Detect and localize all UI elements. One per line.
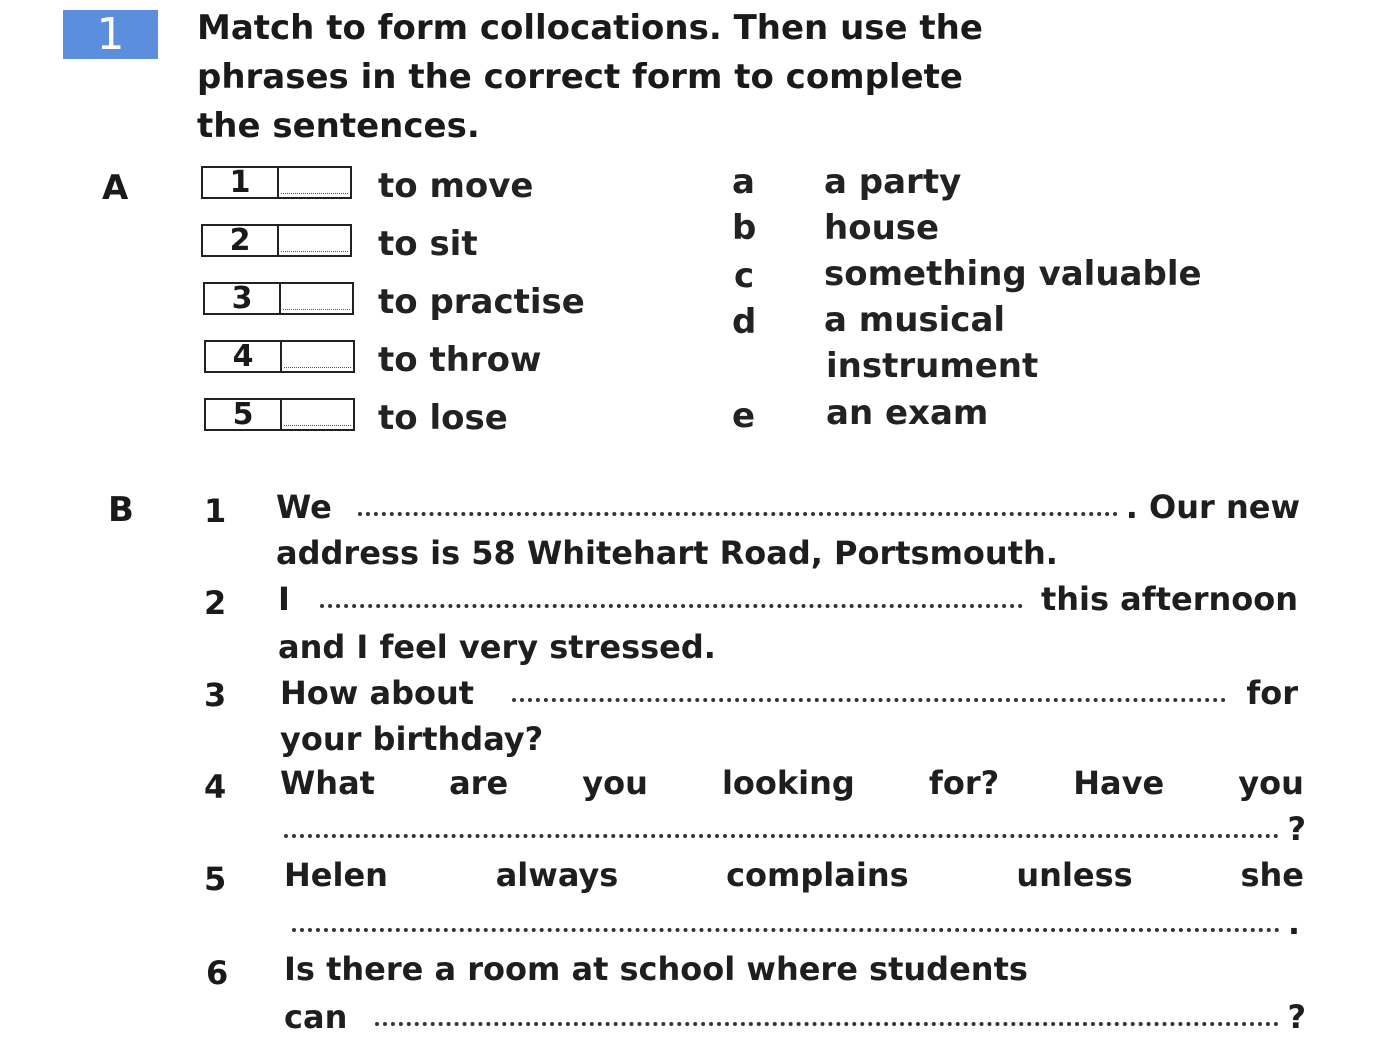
match-answer-blank[interactable] (281, 226, 348, 252)
sentence-text: and I feel very stressed. (278, 628, 716, 666)
sentence-line (280, 760, 1304, 806)
sentence-word: Have (1073, 764, 1165, 802)
answer-blank[interactable] (512, 698, 1226, 702)
match-number: 5 (206, 400, 282, 429)
match-number: 1 (203, 168, 279, 197)
instruction-line: Match to form collocations. Then use the (197, 8, 983, 48)
match-box (201, 224, 352, 257)
sentence-line (280, 670, 1298, 716)
option-letter: a (732, 162, 755, 202)
verb-phrase: to lose (378, 398, 508, 438)
verb-phrase: to move (378, 166, 534, 206)
instruction-line: phrases in the correct form to complete (197, 57, 963, 97)
match-answer-blank[interactable] (284, 342, 351, 368)
instruction-line: the sentences. (197, 106, 480, 146)
option-letter: b (732, 208, 757, 248)
sentence-word: she (1240, 856, 1304, 894)
option-text: a party (824, 162, 962, 202)
sentence-word: What (280, 764, 375, 802)
sentence-text: . Our new (1125, 488, 1300, 526)
option-text: house (824, 208, 940, 248)
sentence-word: are (449, 764, 509, 802)
sentence-text: for (1246, 674, 1298, 712)
sentence-text: your birthday? (280, 720, 544, 758)
match-number: 3 (205, 284, 281, 313)
sentence-text: How about (280, 674, 475, 712)
sentence-text: can (284, 998, 348, 1036)
verb-phrase: to sit (378, 224, 478, 264)
sentence-number: 4 (204, 768, 227, 806)
match-box (204, 340, 355, 373)
match-answer-blank[interactable] (284, 400, 351, 426)
sentence-text: address is 58 Whitehart Road, Portsmouth. (276, 534, 1058, 572)
sentence-number: 5 (204, 860, 227, 898)
sentence-number: 3 (204, 676, 227, 714)
sentence-number: 1 (204, 492, 227, 530)
option-text-continued: instrument (826, 346, 1039, 386)
sentence-word: Helen (284, 856, 388, 894)
match-box (201, 166, 352, 199)
exercise-number-badge: 1 (63, 10, 158, 59)
answer-blank[interactable] (284, 834, 1279, 838)
sentence-number: 2 (204, 584, 227, 622)
sentence-word: you (1238, 764, 1304, 802)
match-box (203, 282, 354, 315)
sentence-text: . (1287, 904, 1300, 942)
sentence-text: We (276, 488, 332, 526)
sentence-word: looking (721, 764, 855, 802)
sentence-word: for? (928, 764, 1000, 802)
sentence-text: ? (1287, 810, 1306, 848)
match-answer-blank[interactable] (283, 284, 350, 310)
exercise-instruction (197, 4, 1317, 151)
sentence-text: ? (1287, 998, 1306, 1036)
sentence-text: Is there a room at school where students (284, 950, 1028, 988)
option-letter: c (734, 256, 755, 296)
match-answer-blank[interactable] (281, 168, 348, 194)
match-number: 4 (206, 342, 282, 371)
sentence-line (284, 852, 1304, 898)
sentence-line (284, 806, 1306, 852)
sentence-line (292, 900, 1300, 946)
match-box (204, 398, 355, 431)
sentence-line (278, 576, 1298, 622)
sentence-line (276, 484, 1300, 530)
option-text: a musical (824, 300, 1006, 340)
answer-blank[interactable] (292, 928, 1280, 932)
match-number: 2 (203, 226, 279, 255)
sentence-word: you (582, 764, 648, 802)
sentence-word: always (495, 856, 619, 894)
part-a-label: A (102, 168, 129, 208)
answer-blank[interactable] (358, 512, 1118, 516)
part-b-label: B (108, 490, 134, 530)
option-letter: d (732, 302, 757, 342)
sentence-word: unless (1016, 856, 1133, 894)
verb-phrase: to practise (378, 282, 585, 322)
sentence-line (284, 994, 1306, 1040)
sentence-text: this afternoon (1040, 580, 1298, 618)
answer-blank[interactable] (375, 1022, 1279, 1026)
option-letter: e (732, 396, 756, 436)
option-text: something valuable (824, 254, 1202, 294)
verb-phrase: to throw (378, 340, 542, 380)
sentence-text: I (278, 580, 290, 618)
answer-blank[interactable] (320, 604, 1023, 608)
sentence-word: complains (726, 856, 909, 894)
sentence-number: 6 (206, 954, 229, 992)
option-text: an exam (826, 393, 989, 433)
